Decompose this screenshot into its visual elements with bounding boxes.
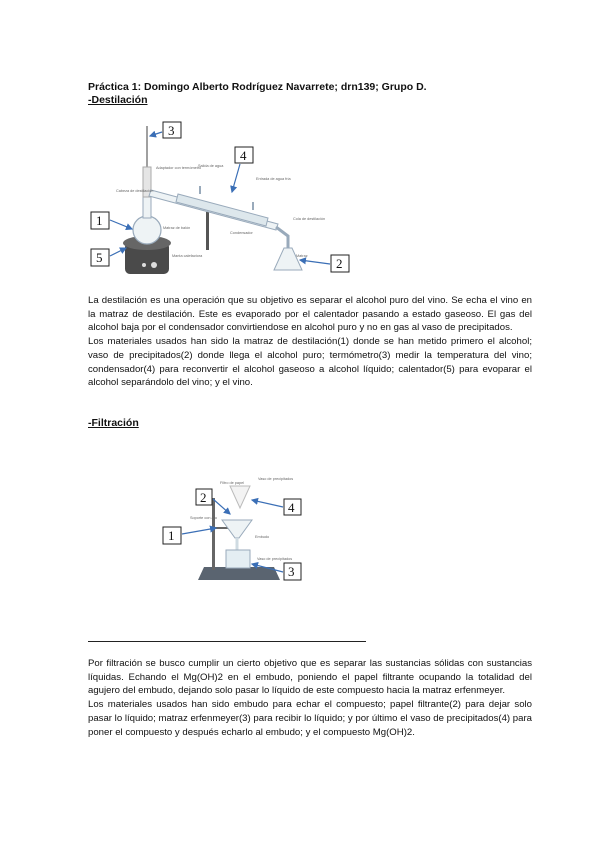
distillation-paragraph-1: La destilación es una operación que su objetivo es separar el alcohol puro del vino. Se echa el vino en la matraz de destilación. Este es evaporado por el calentador pasando a estado gaseoso. El gas del alcohol baja por el condensador convirtiendose en alcohol puro y no en gas al vaso de precipitados. bbox=[88, 295, 532, 334]
distillation-figure bbox=[88, 112, 370, 282]
callout-2: 2 bbox=[336, 256, 343, 271]
distillation-text bbox=[88, 294, 532, 390]
horizontal-rule bbox=[88, 641, 366, 642]
callout-3: 3 bbox=[168, 123, 175, 138]
callout-4: 4 bbox=[288, 500, 295, 515]
section-heading-filtration: -Filtración bbox=[88, 417, 139, 429]
section-heading-distillation: -Destilación bbox=[88, 94, 148, 106]
label-adaptador: Adaptador con termómetro bbox=[156, 166, 202, 170]
label-embudo: Embudo bbox=[255, 535, 270, 539]
stand-rod bbox=[212, 498, 215, 570]
callout-3: 3 bbox=[288, 564, 295, 579]
stand-base bbox=[198, 567, 280, 580]
label-cola: Cola de destilación bbox=[293, 217, 326, 221]
beaker bbox=[226, 550, 250, 568]
label-soporte: Soporte con aro bbox=[190, 516, 218, 520]
filtration-figure bbox=[160, 472, 310, 590]
filtration-paragraph-2: Los materiales usados han sido embudo para echar el compuesto; papel filtrante(2) para dejar solo pasar lo líquido; matraz erfenmeyer(3) para recibir lo líquido; y por último el vaso de precipitados(4) para poner el compuesto y después echarlo al embudo; y el compuesto Mg(OH)2. bbox=[88, 699, 532, 738]
filtration-text bbox=[88, 657, 532, 739]
callout-4: 4 bbox=[240, 148, 247, 163]
document-header bbox=[88, 81, 427, 107]
label-condensador: Condensador bbox=[230, 231, 253, 235]
title-line: Práctica 1: Domingo Alberto Rodríguez Navarrete; drn139; Grupo D. bbox=[88, 81, 427, 93]
label-cabeza: Cabeza de destilación bbox=[116, 189, 154, 193]
label-manta: Manta calefactora bbox=[172, 254, 203, 258]
label-salida: Salida de agua bbox=[198, 164, 224, 168]
callout-2: 2 bbox=[200, 490, 207, 505]
label-vaso-top: Vaso de precipitados bbox=[258, 477, 294, 481]
round-flask bbox=[133, 216, 161, 244]
label-matraz: Matraz de balón bbox=[163, 226, 191, 230]
stand-rod bbox=[206, 212, 209, 250]
callout-1: 1 bbox=[168, 528, 175, 543]
distillation-paragraph-2: Los materiales usados han sido la matraz de destilación(1) donde se han metido primero el alcohol; vaso de precipitados(2) donde llega el alcohol puro; termómetro(3) medir la temperatura del vino; condensador(4) para reconvertir el alcohol gaseoso a alcohol líquido; calentador(5) para evoparar el alcohol separándolo del vino; y el vino. bbox=[88, 336, 532, 389]
label-matraz2: Matraz bbox=[296, 254, 308, 258]
label-entrada: Entrada de agua fría bbox=[256, 177, 291, 181]
receiving-flask bbox=[274, 248, 302, 270]
label-vaso-bottom: Vaso de precipitados bbox=[257, 557, 293, 561]
callout-1: 1 bbox=[96, 213, 103, 228]
filtration-paragraph-1: Por filtración se busco cumplir un cierto objetivo que es separar las sustancias sólidas con sustancias líquidas. Echando el Mg(OH)2 en el embudo, poniendo el papel filtrante ocupando la totalidad del agujero del embudo, dejando solo pasar lo líquido de este compuesto hacia la matraz erfenmeyer. bbox=[88, 658, 532, 697]
label-filtro: Filtro de papel bbox=[220, 481, 245, 485]
filter-paper bbox=[230, 486, 250, 508]
callout-5: 5 bbox=[96, 250, 103, 265]
